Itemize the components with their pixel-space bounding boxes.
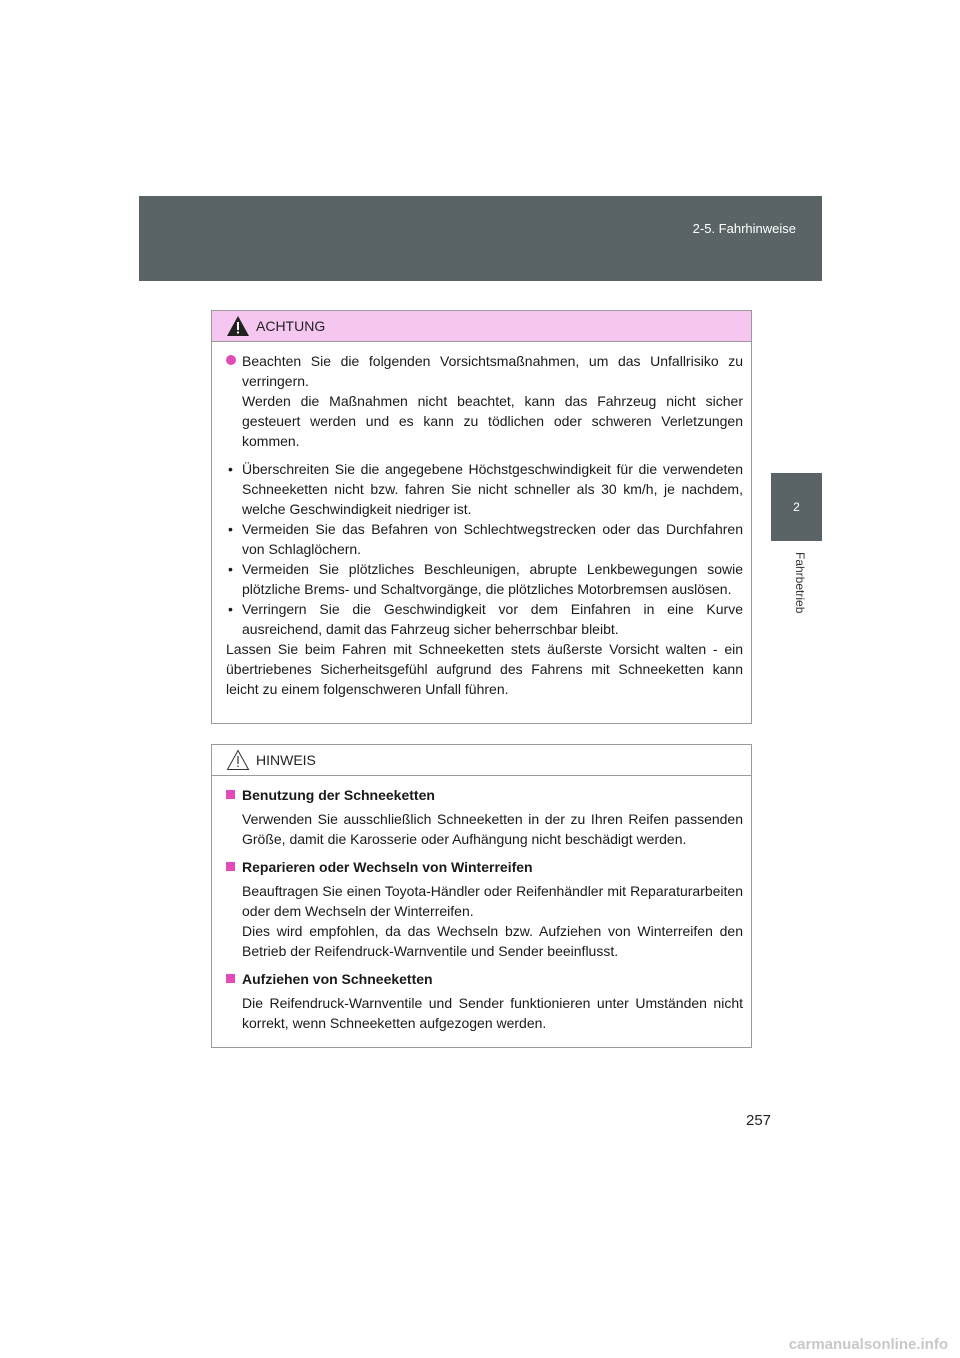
list-item: • Vermeiden Sie das Befahren von Schlechtwegstrecken oder das Durchfahren von Schlaglöchern. <box>228 521 743 557</box>
warning-closing: Lassen Sie beim Fahren mit Schneeketten stets äußerste Vorsicht walten - ein übertriebenes Sicherheitsgefühl aufgrund des Fahrens mit Schneeketten kann leicht zu einem folgenschweren Unfall führen. <box>226 641 743 697</box>
note-heading: Aufziehen von Schneeketten <box>242 971 433 987</box>
note-body: Dies wird empfohlen, da das Wechseln bzw. Aufziehen von Winterreifen den Betrieb der Reifendruck-Warnventile und Sender beeinflusst. <box>242 923 743 959</box>
bullet-square-icon <box>226 862 235 871</box>
note-box <box>211 744 752 1048</box>
warning-list <box>226 459 743 639</box>
note-section <box>226 857 743 961</box>
list-item: • Überschreiten Sie die angegebene Höchstgeschwindigkeit für die verwendeten Schneeketten nicht bzw. fahren Sie nicht schneller als 30 km/h, je nachdem, welche Geschwindigkeit niedriger ist. <box>228 461 743 517</box>
bullet-icon <box>226 355 236 365</box>
warning-box <box>211 310 752 724</box>
warning-triangle-icon <box>226 315 250 337</box>
section-title: 2-5. Fahrhinweise <box>692 221 796 236</box>
chapter-tab[interactable]: 2 <box>771 473 822 541</box>
note-title: HINWEIS <box>256 752 316 768</box>
watermark: carmanualsonline.info <box>788 1336 948 1353</box>
bullet-square-icon <box>226 790 235 799</box>
note-section <box>226 969 743 1033</box>
note-header <box>212 745 751 776</box>
note-heading: Reparieren oder Wechseln von Winterreifen <box>242 859 533 875</box>
note-body: Verwenden Sie ausschließlich Schneeketten in der zu Ihren Reifen passenden Größe, damit die Karosserie oder Aufhängung nicht beschädigt werden. <box>242 811 743 847</box>
warning-intro-line: Beachten Sie die folgenden Vorsichtsmaßnahmen, um das Unfallrisiko zu verringern. <box>242 353 743 389</box>
bullet-square-icon <box>226 974 235 983</box>
warning-intro-line: Werden die Maßnahmen nicht beachtet, kann das Fahrzeug nicht sicher gesteuert werden und es kann zu tödlichen oder schweren Verletzungen kommen. <box>242 393 743 449</box>
chapter-label: Fahrbetrieb <box>793 552 807 614</box>
caution-triangle-icon <box>226 749 250 771</box>
note-body: Beauftragen Sie einen Toyota-Händler oder Reifenhändler mit Reparaturarbeiten oder dem Wechseln der Winterreifen. <box>242 883 743 919</box>
note-body: Die Reifendruck-Warnventile und Sender funktionieren unter Umständen nicht korrekt, wenn Schneeketten aufgezogen werden. <box>242 995 743 1031</box>
note-section <box>226 785 743 849</box>
page-number: 257 <box>746 1112 772 1129</box>
list-item: • Vermeiden Sie plötzliches Beschleunigen, abrupte Lenkbewegungen sowie plötzliche Brems- und Schaltvorgänge, die plötzliches Motorbremsen auslösen. <box>228 561 743 597</box>
note-heading: Benutzung der Schneeketten <box>242 787 435 803</box>
warning-title: ACHTUNG <box>256 318 326 334</box>
list-item: • Verringern Sie die Geschwindigkeit vor dem Einfahren in eine Kurve ausreichend, damit das Fahrzeug sicher beherrschbar bleibt. <box>228 601 743 637</box>
warning-intro <box>226 351 743 451</box>
header-bar <box>139 196 822 281</box>
warning-header <box>212 311 751 342</box>
